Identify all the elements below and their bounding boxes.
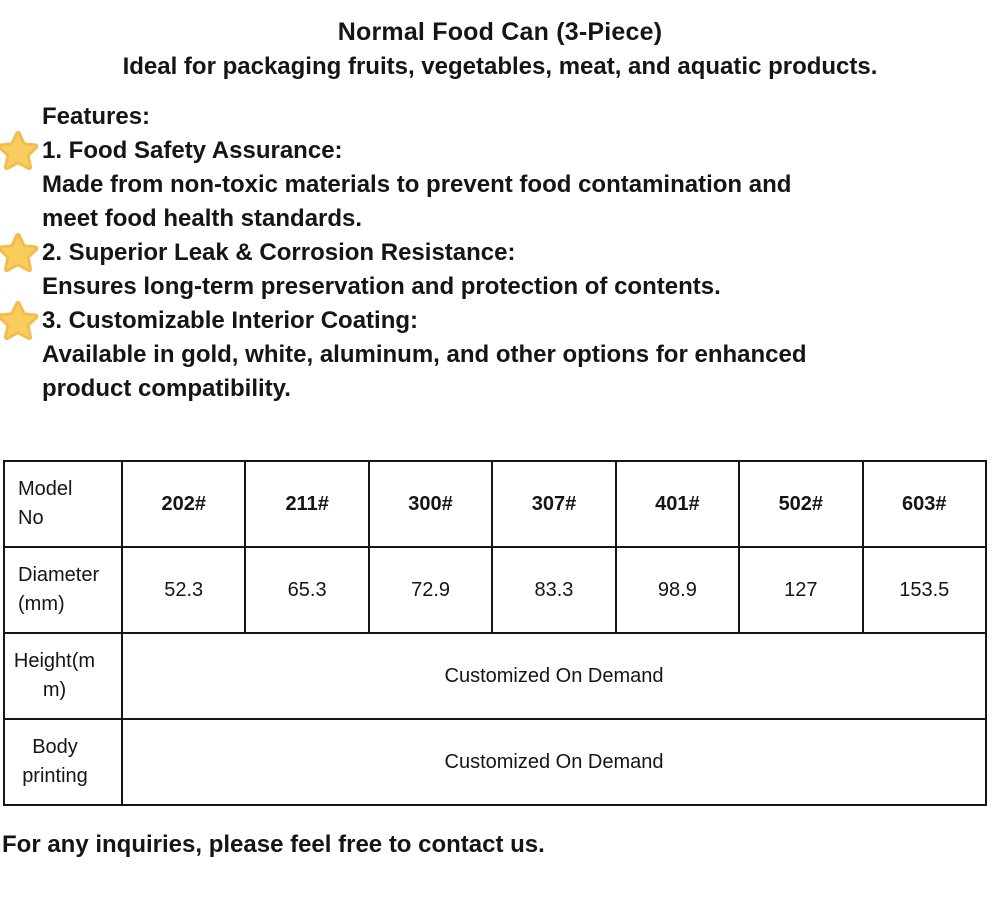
diameter-cell: 127 [739, 547, 862, 633]
row-header-label: Body printing [22, 736, 88, 787]
model-no-cell: 401# [616, 461, 739, 547]
table-row-model-no [4, 461, 986, 547]
feature-title [42, 304, 972, 338]
feature-title-text: 1. Food Safety Assurance: [42, 137, 343, 164]
table-row-height [4, 633, 986, 719]
row-header-cell [4, 461, 122, 547]
feature-item [42, 304, 972, 406]
feature-title-text: 2. Superior Leak & Corrosion Resistance: [42, 239, 516, 266]
page-subtitle: Ideal for packaging fruits, vegetables, meat, and aquatic products. [122, 53, 878, 80]
model-no-cell: 211# [245, 461, 368, 547]
feature-description-line: Made from non-toxic materials to prevent food contamination and [42, 171, 792, 198]
spec-table [3, 460, 987, 806]
diameter-cell: 52.3 [122, 547, 245, 633]
features-heading: Features: [42, 103, 151, 130]
model-no-cell: 300# [369, 461, 492, 547]
row-header-cell [4, 547, 122, 633]
feature-title-text: 3. Customizable Interior Coating: [42, 307, 419, 334]
row-header-label: Model No [18, 478, 73, 529]
feature-description-line: meet food health standards. [42, 205, 363, 232]
feature-title [42, 134, 972, 168]
feature-description-line: product compatibility. [42, 375, 291, 402]
feature-title [42, 236, 972, 270]
table-row-diameter [4, 547, 986, 633]
feature-item [42, 134, 972, 236]
diameter-cell: 98.9 [616, 547, 739, 633]
model-no-cell: 603# [863, 461, 986, 547]
feature-item [42, 236, 972, 304]
diameter-cell: 65.3 [245, 547, 368, 633]
merged-value-cell: Customized On Demand [122, 633, 986, 719]
diameter-cell: 72.9 [369, 547, 492, 633]
row-header-cell [4, 719, 122, 805]
diameter-cell: 83.3 [492, 547, 615, 633]
model-no-cell: 502# [739, 461, 862, 547]
row-header-cell [4, 633, 122, 719]
features-section [42, 100, 972, 406]
model-no-cell: 202# [122, 461, 245, 547]
row-header-label: Diameter (mm) [18, 564, 100, 615]
feature-description-line: Ensures long-term preservation and protection of contents. [42, 273, 721, 300]
row-header-label: Height(mm) [13, 650, 96, 701]
star-icon [0, 299, 40, 343]
table-row-body-printing [4, 719, 986, 805]
model-no-cell: 307# [492, 461, 615, 547]
diameter-cell: 153.5 [863, 547, 986, 633]
star-icon [0, 231, 40, 275]
star-icon [0, 129, 40, 173]
footer-note: For any inquiries, please feel free to contact us. [2, 831, 545, 858]
merged-value-cell: Customized On Demand [122, 719, 986, 805]
feature-description-line: Available in gold, white, aluminum, and other options for enhanced [42, 341, 807, 368]
page-title: Normal Food Can (3-Piece) [337, 18, 663, 46]
